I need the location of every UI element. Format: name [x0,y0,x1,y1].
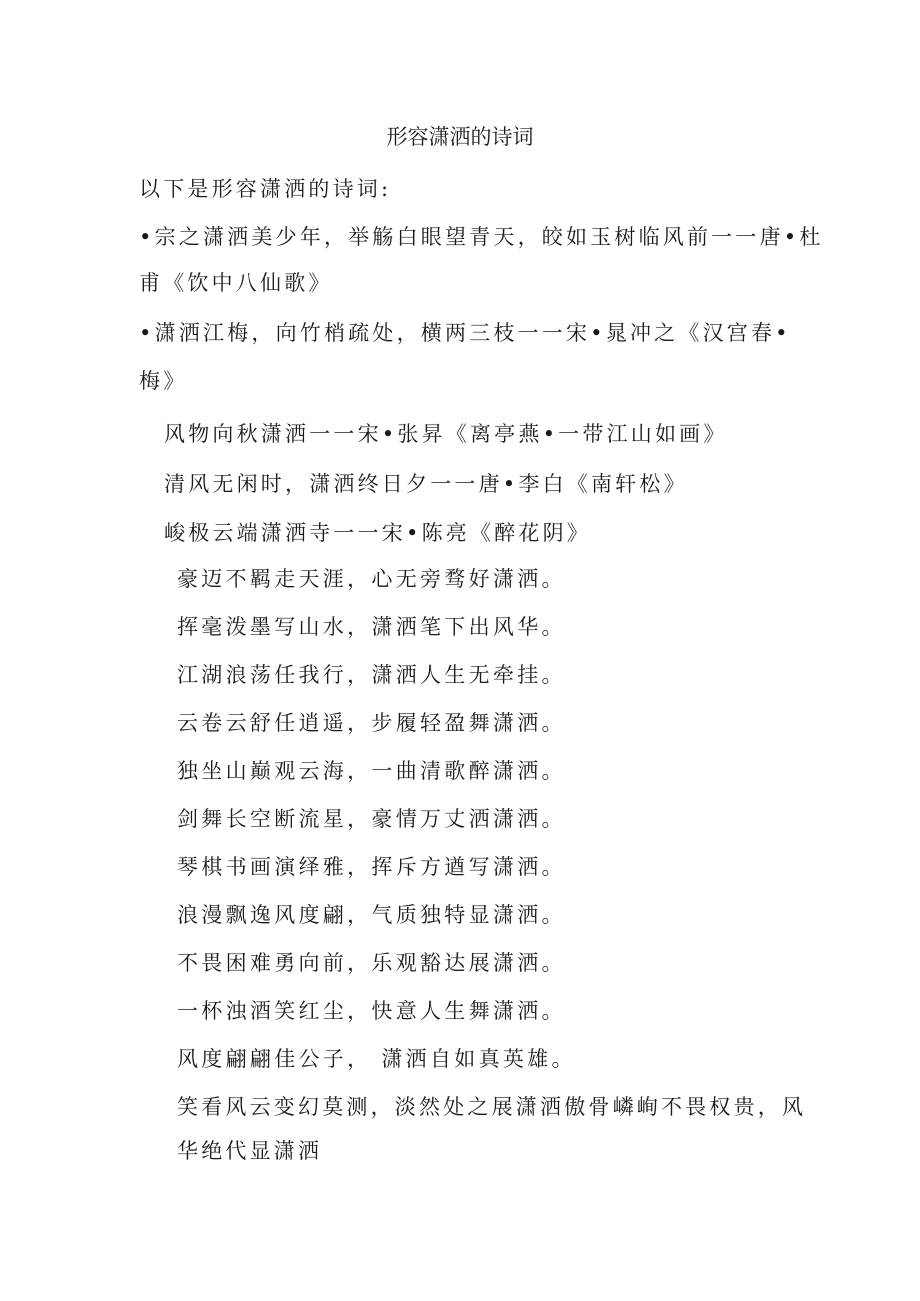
verse-line: 风度翩翩佳公子， 潇洒自如真英雄。 [177,1047,576,1071]
indented-quote-3: 峻极云端潇洒寺一一宋•陈亮《醉花阴》 [164,521,591,545]
closing-line-2: 华绝代显潇洒 [177,1139,323,1163]
quote-2-line-1: •潇洒江梅，向竹梢疏处，横两三枝一一宋•晁冲之《汉宫春• [139,321,791,345]
verse-line: 剑舞长空断流星，豪情万丈洒潇洒。 [177,807,566,831]
verse-line: 江湖浪荡任我行，潇洒人生无牵挂。 [177,663,566,687]
verse-line: 挥毫泼墨写山水，潇洒笔下出风华。 [177,615,566,639]
verse-line: 一杯浊酒笑红尘，快意人生舞潇洒。 [177,999,566,1023]
verse-line: 云卷云舒任逍遥，步履轻盈舞潇洒。 [177,711,566,735]
quote-1-line-1: •宗之潇洒美少年，举觞白眼望青天，皎如玉树临风前一一唐•杜 [139,225,824,249]
verse-line: 琴棋书画演绎雅，挥斥方遒写潇洒。 [177,855,566,879]
verse-line: 豪迈不羁走天涯，心无旁骛好潇洒。 [177,567,566,591]
document-title: 形容潇洒的诗词 [386,125,534,149]
verse-line: 不畏困难勇向前，乐观豁达展潇洒。 [177,951,566,975]
verse-line: 独坐山巅观云海，一曲清歌醉潇洒。 [177,759,566,783]
intro-text: 以下是形容潇洒的诗词: [139,177,392,201]
verse-line: 浪漫飘逸风度翩，气质独特显潇洒。 [177,903,566,927]
closing-line-1: 笑看风云变幻莫测，淡然处之展潇洒傲骨嶙峋不畏权贵，风 [177,1095,807,1119]
quote-2-line-2: 梅》 [139,369,188,393]
quote-1-line-2: 甫《饮中八仙歌》 [139,271,333,295]
indented-quote-1: 风物向秋潇洒一一宋•张昇《离亭燕•一带江山如画》 [164,422,728,446]
indented-quote-2: 清风无闲时，潇洒终日夕一一唐•李白《南轩松》 [164,472,688,496]
